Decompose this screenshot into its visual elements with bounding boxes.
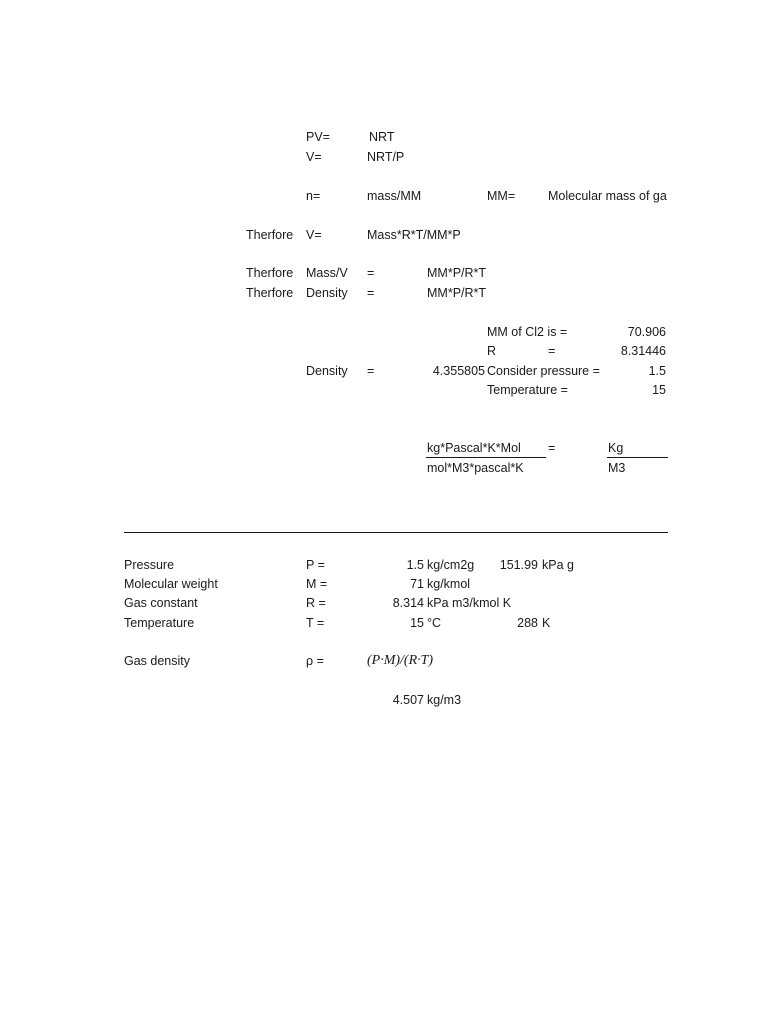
temp-row-label: Temperature <box>124 616 195 630</box>
derivation-r4-lead: Therfore <box>246 228 294 242</box>
temp-row-converted-value: 288 <box>517 616 538 630</box>
density-formula: (P·M)/(R·T) <box>367 653 434 668</box>
result-unit: kg/m3 <box>427 693 462 707</box>
derivation-r3-b: mass/MM <box>367 189 422 203</box>
derivation-r4-a: V= <box>306 228 322 242</box>
pressure-row-label: Pressure <box>124 558 175 572</box>
temperature-label: Temperature = <box>487 383 568 397</box>
units-result-denominator: M3 <box>608 461 626 475</box>
r-label: R <box>487 344 497 358</box>
units-result-fraction-bar <box>607 457 668 458</box>
derivation-r2-b: NRT/P <box>367 150 405 164</box>
gasconst-row-value: 8.314 <box>392 596 424 610</box>
derivation-r5-a: Mass/V <box>306 266 348 280</box>
derivation-r6-eq: = <box>367 286 375 300</box>
gasconst-row-symbol: R = <box>306 596 326 610</box>
density-label: Density <box>306 364 348 378</box>
mm-value: 70.906 <box>627 325 666 339</box>
units-eq: = <box>548 441 556 455</box>
density-row-symbol: ρ = <box>306 654 324 668</box>
temperature-value: 15 <box>652 383 666 397</box>
derivation-r5-eq: = <box>367 266 375 280</box>
pressure-value: 1.5 <box>648 364 666 378</box>
section-divider <box>124 532 668 533</box>
derivation-r6-b: MM*P/R*T <box>427 286 487 300</box>
derivation-r3-d: Molecular mass of ga <box>548 189 667 203</box>
derivation-r5-b: MM*P/R*T <box>427 266 487 280</box>
units-numerator: kg*Pascal*K*Mol <box>427 441 521 455</box>
temp-row-value: 15 <box>410 616 424 630</box>
derivation-r3-c: MM= <box>487 189 516 203</box>
pressure-row-converted-value: 151.99 <box>499 558 538 572</box>
units-result-numerator: Kg <box>608 441 624 455</box>
gasconst-row-unit: kPa m3/kmol K <box>427 596 512 610</box>
units-denominator: mol*M3*pascal*K <box>427 461 524 475</box>
derivation-r1-a: PV= <box>306 130 330 144</box>
pressure-label: Consider pressure = <box>487 364 600 378</box>
result-value: 4.507 <box>392 693 424 707</box>
density-row-label: Gas density <box>124 654 191 668</box>
temp-row-converted-unit: K <box>542 616 551 630</box>
gasconst-row-label: Gas constant <box>124 596 198 610</box>
temp-row-unit: °C <box>427 616 442 630</box>
derivation-r6-lead: Therfore <box>246 286 294 300</box>
units-fraction-bar <box>426 457 546 458</box>
pressure-row-converted-unit: kPa g <box>542 558 574 572</box>
derivation-r5-lead: Therfore <box>246 266 294 280</box>
mm-label: MM of Cl2 is = <box>487 325 568 339</box>
temp-row-symbol: T = <box>306 616 325 630</box>
r-value: 8.31446 <box>620 344 666 358</box>
derivation-r4-b: Mass*R*T/MM*P <box>367 228 461 242</box>
pressure-row-symbol: P = <box>306 558 325 572</box>
pressure-row-value: 1.5 <box>406 558 424 572</box>
density-value: 4.355805 <box>432 364 485 378</box>
molweight-row-unit: kg/kmol <box>427 577 471 591</box>
molweight-row-value: 71 <box>410 577 424 591</box>
derivation-r2-a: V= <box>306 150 322 164</box>
derivation-r6-a: Density <box>306 286 348 300</box>
density-eq: = <box>367 364 375 378</box>
r-eq: = <box>548 344 556 358</box>
derivation-r3-a: n= <box>306 189 321 203</box>
derivation-r1-b: NRT <box>369 130 395 144</box>
molweight-row-label: Molecular weight <box>124 577 218 591</box>
pressure-row-unit: kg/cm2g <box>427 558 475 572</box>
molweight-row-symbol: M = <box>306 577 328 591</box>
